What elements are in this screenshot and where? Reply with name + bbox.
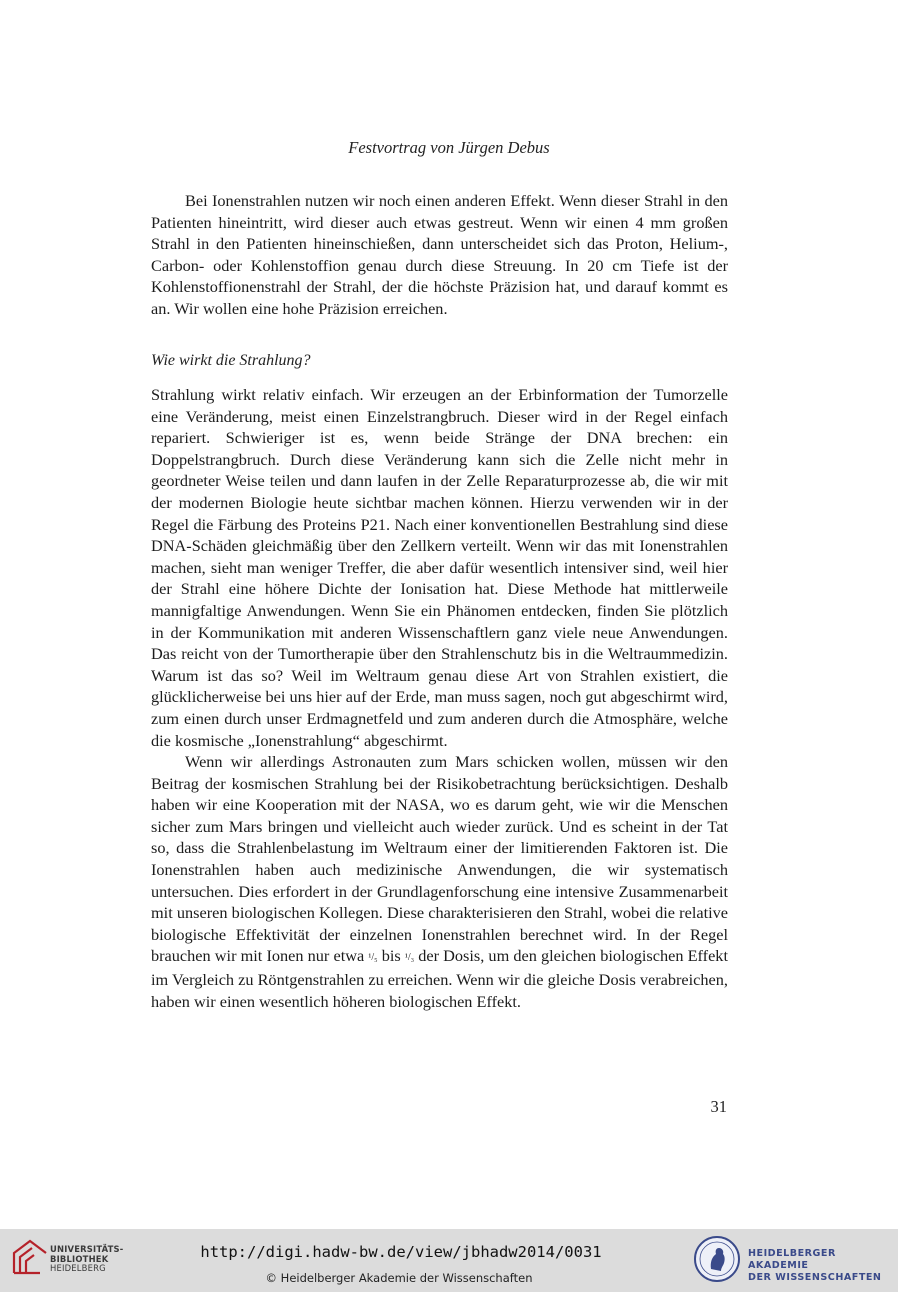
- body-paragraph-2-start: Wenn wir allerdings Astronauten zum Mars schicken wollen, müssen wir den Beitrag der kosmischen Strahlung bei der Risikobetrachtung berücksichtigen. Deshalb haben wir eine Kooperation mit der NASA, wo es darum geht, wie wir die Menschen sicher zum Mars bringen und vielleicht auch wieder zurück. Und es scheint in der Tat so, dass die Strahlenbelastung im Weltraum einer der limitierenden Faktoren ist. Die Ionenstrahlen haben auch medizinische Anwendungen, die wir systematisch untersuchen. Dies erfordert in der Grundlagenforschung eine intensive Zusammenarbeit mit unseren biologischen Kollegen. Diese charakterisieren den Strahl, wobei die relative biologische Effektivität der einzelnen Ionenstrahlen berechnet wird. In der Regel brauchen wir mit Ionen nur etwa: [151, 752, 728, 966]
- permalink-url[interactable]: http://digi.hadw-bw.de/view/jbhadw2014/0031: [200, 1243, 602, 1261]
- footer-bar: [0, 1229, 898, 1292]
- academy-line-1: HEIDELBERGER AKADEMIE: [748, 1248, 836, 1271]
- body-paragraph-2-end: der Dosis, um den gleichen biologischen Effekt im Vergleich zu Röntgenstrahlen zu erreichen. Wenn wir die gleiche Dosis verabreichen, haben wir einen wesentlich höheren biologischen Effekt.: [151, 946, 728, 1011]
- body-paragraph-1: Strahlung wirkt relativ einfach. Wir erzeugen an der Erbinformation der Tumorzelle eine Veränderung, meist einen Einzelstrangbruch. Dieser wird in der Regel einfach repariert. Schwieriger ist es, wenn beide Stränge der DNA brechen: ein Doppelstrangbruch. Durch diese Veränderung kann sich die Zelle nicht mehr in geordneter Weise teilen und dann laufen in der Zelle Reparaturprozesse ab, die wir mit der modernen Biologie heute sichtbar machen können. Hierzu verwenden wir in der Regel die Färbung des Proteins P21. Nach einer konventionellen Bestrahlung sind diese DNA-Schäden gleichmäßig über den Zellkern verteilt. Wenn wir das mit Ionenstrahlen machen, sieht man weniger Treffer, die aber dafür wesentlich intensiver sind, weil hier der Strahl eine höhere Dichte der Ionisation hat. Diese Methode hat mittlerweile mannigfaltige Anwendungen. Wenn Sie ein Phänomen entdecken, finden Sie plötzlich in der Kommunikation mit anderen Wissenschaftlern ganz viele neue Anwendungen. Das reicht von der Tumortherapie über den Strahlenschutz bis in die Weltraummedizin. Warum ist das so? Weil im Weltraum genau diese Art von Strahlen existiert, die glücklicherweise bei uns hier auf der Erde, man muss sagen, noch gut abgeschirmt wird, zum einen durch unser Erdmagnetfeld und zum anderen durch die Atmosphäre, welche die kosmische „Ionenstrahlung“ abgeschirmt.: [151, 385, 728, 750]
- library-line-1: UNIVERSITÄTS-: [50, 1244, 124, 1254]
- fraction-connector: bis: [377, 946, 405, 966]
- fraction-one-fifth: ¹/₅: [368, 952, 378, 964]
- library-line-2: BIBLIOTHEK: [50, 1253, 109, 1264]
- running-title: Festvortrag von Jürgen Debus: [348, 138, 550, 157]
- page-number: 31: [710, 1097, 727, 1116]
- academy-seal-icon: [693, 1235, 741, 1283]
- fraction-one-third: ¹/₃: [404, 952, 415, 964]
- intro-section: [151, 190, 728, 320]
- library-line-3: HEIDELBERG: [50, 1263, 106, 1274]
- copyright-notice: © Heidelberger Akademie der Wissenschaften: [265, 1271, 533, 1285]
- academy-name: [748, 1248, 898, 1284]
- body-section: [151, 384, 728, 1012]
- body-paragraph-2: [151, 751, 728, 1012]
- intro-paragraph: Bei Ionenstrahlen nutzen wir noch einen anderen Effekt. Wenn dieser Strahl in den Patienten hineintritt, wird dieser auch etwas gestreut. Wenn wir einen 4 mm großen Strahl in den Patienten hineinschießen, dann unterscheidet sich das Proton, Helium-, Carbon- oder Kohlenstoffion genau durch diese Streuung. In 20 cm Tiefe ist der Kohlenstoffionenstrahl der Strahl, der die höchste Präzision hat, und darauf kommt es an. Wir wollen eine hohe Präzision erreichen.: [151, 191, 728, 318]
- section-heading: Wie wirkt die Strahlung?: [151, 352, 311, 369]
- academy-line-2: DER WISSENSCHAFTEN: [748, 1272, 882, 1283]
